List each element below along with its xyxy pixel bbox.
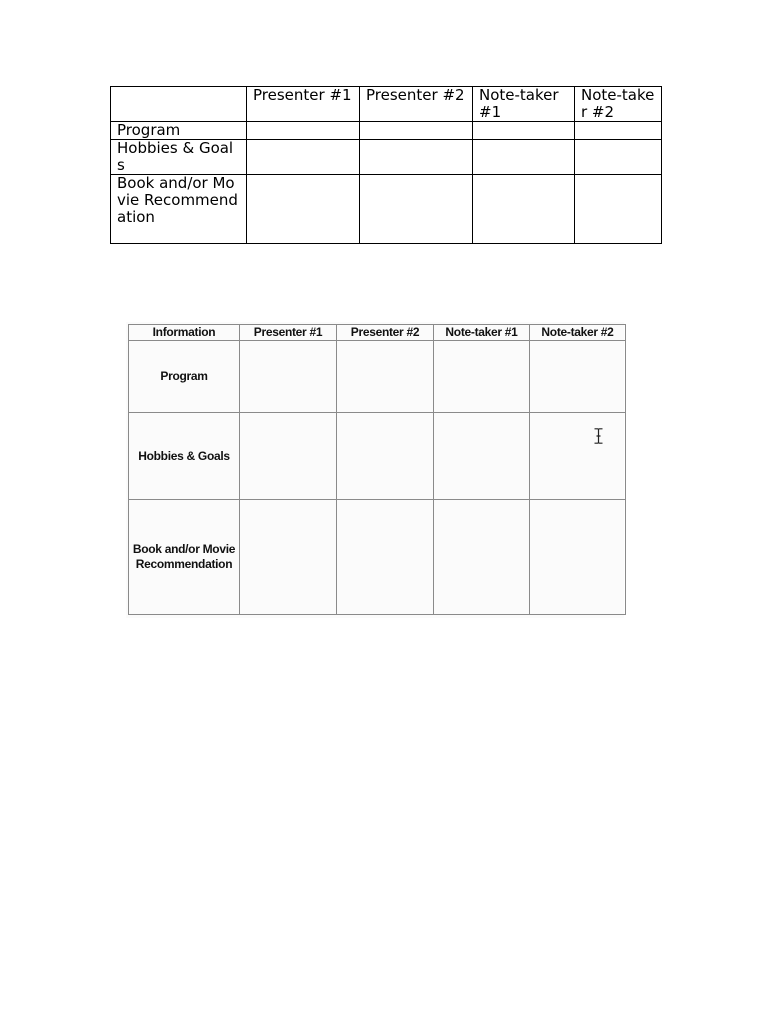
table-cell[interactable]: Note-taker #1 — [473, 87, 575, 122]
editable-table[interactable] — [110, 86, 662, 244]
text-cursor-icon — [594, 428, 603, 444]
image-table-cell: Presenter #2 — [337, 325, 434, 341]
image-table-row — [129, 341, 626, 413]
table-cell[interactable]: Hobbies & Goals — [111, 140, 247, 175]
image-table-cell: Program — [129, 341, 240, 413]
image-table-cell — [530, 413, 626, 500]
table-cell[interactable] — [360, 140, 473, 175]
image-table-cell — [240, 413, 337, 500]
image-table-cell — [434, 413, 530, 500]
table-cell[interactable] — [473, 122, 575, 140]
table-cell[interactable] — [575, 175, 662, 244]
image-table-row — [129, 413, 626, 500]
embedded-table-image[interactable] — [126, 322, 624, 618]
table-cell[interactable]: Note-taker #2 — [575, 87, 662, 122]
image-table-cell: Note-taker #1 — [434, 325, 530, 341]
table-cell[interactable]: Program — [111, 122, 247, 140]
table-cell[interactable] — [247, 140, 360, 175]
image-table-cell — [337, 500, 434, 615]
table-cell[interactable] — [247, 175, 360, 244]
image-table-cell: Note-taker #2 — [530, 325, 626, 341]
table-cell[interactable] — [575, 140, 662, 175]
table-cell[interactable] — [473, 140, 575, 175]
image-table-cell — [434, 341, 530, 413]
table-row — [111, 140, 662, 175]
image-table-cell — [530, 500, 626, 615]
image-table-cell: Information — [129, 325, 240, 341]
table-cell[interactable] — [360, 122, 473, 140]
image-table-cell — [434, 500, 530, 615]
image-table-header-row — [129, 325, 626, 341]
image-table — [128, 324, 626, 615]
image-table-cell: Book and/or Movie Recommendation — [129, 500, 240, 615]
image-table-cell — [337, 341, 434, 413]
table-cell[interactable] — [473, 175, 575, 244]
image-table-cell — [337, 413, 434, 500]
table-row — [111, 122, 662, 140]
image-table-cell — [530, 341, 626, 413]
table-cell[interactable]: Presenter #1 — [247, 87, 360, 122]
image-table-row — [129, 500, 626, 615]
table-cell[interactable] — [111, 87, 247, 122]
table-row — [111, 175, 662, 244]
image-table-cell — [240, 341, 337, 413]
table-header-row — [111, 87, 662, 122]
image-table-cell — [240, 500, 337, 615]
image-table-cell: Hobbies & Goals — [129, 413, 240, 500]
table-cell[interactable]: Book and/or Movie Recommendation — [111, 175, 247, 244]
table-cell[interactable]: Presenter #2 — [360, 87, 473, 122]
table-cell[interactable] — [575, 122, 662, 140]
table-cell[interactable] — [360, 175, 473, 244]
table-cell[interactable] — [247, 122, 360, 140]
image-table-cell: Presenter #1 — [240, 325, 337, 341]
